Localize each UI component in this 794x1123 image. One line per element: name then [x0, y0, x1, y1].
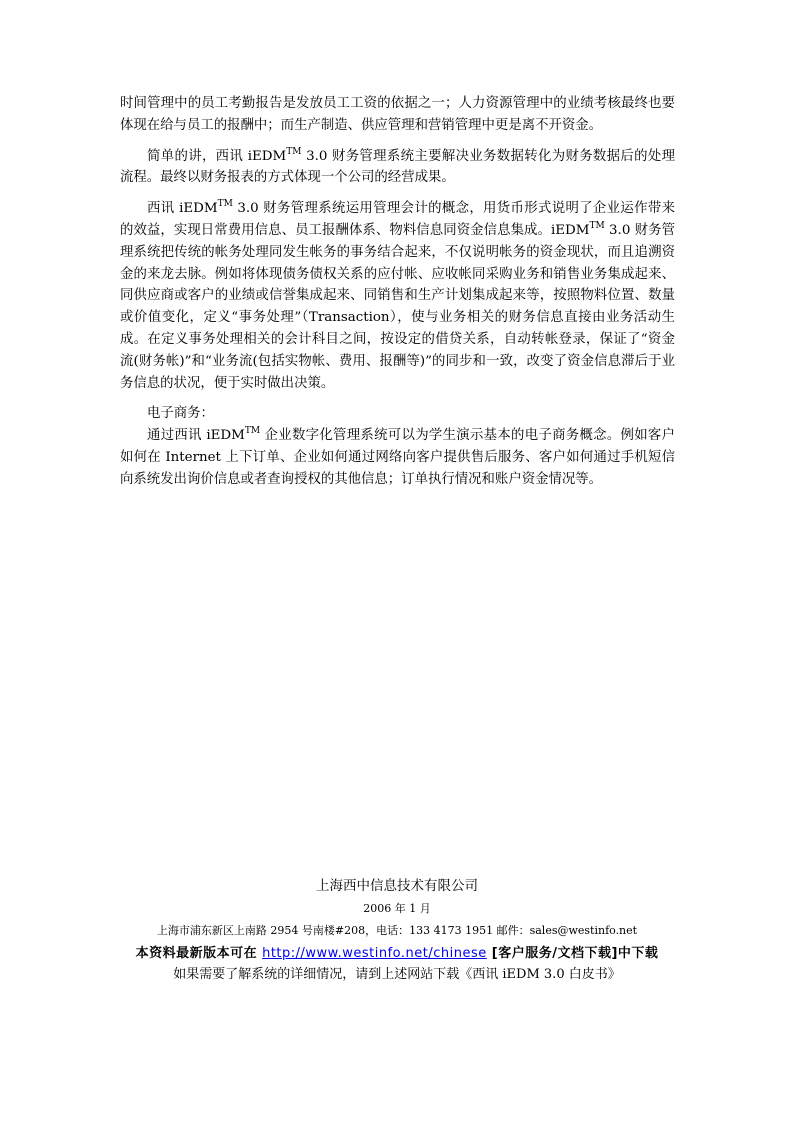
paragraph-finance-detail: [120, 198, 675, 394]
paragraph-text: 3.0 财务管理系统运用管理会计的概念，用货币形式说明了企业运作带来的效益，实现日常费用信息、员工报酬体系、物料信息同资金信息集成。iEDM: [120, 201, 675, 238]
paragraph-text: 企业数字化管理系统可以为学生演示基本的电子商务概念。例如客户如何在 Internet 上下订单、企业如何通过网络向客户提供售后服务、客户如何通过手机短信向系统发出询价信息或者查询授权的其他信息；订单执行情况和账户资金情况等。: [120, 428, 675, 487]
publish-date: 2006 年 1 月: [363, 902, 431, 915]
paragraph-text: 西讯 iEDM: [147, 201, 218, 217]
company-name: 上海西中信息技术有限公司: [316, 878, 478, 894]
contact-address: 上海市浦东新区上南路 2954 号南楼#208，电话：133 4173 1951 邮件：sales@westinfo.net: [156, 924, 638, 937]
paragraph-text: 3.0 财务管理系统主要解决业务数据转化为财务数据后的处理流程。最终以财务报表的方式体现一个公司的经营成果。: [120, 148, 675, 186]
paragraph-text: 时间管理中的员工考勤报告是发放员工工资的依据之一；人力资源管理中的业绩考核最终也要体现在给与员工的报酬中；而生产制造、供应管理和营销管理中更是离不开资金。: [120, 96, 675, 133]
trademark-superscript: TM: [244, 426, 261, 437]
paragraph-finance-summary: [120, 146, 675, 190]
document-body: [120, 93, 675, 500]
website-link[interactable]: http://www.westinfo.net/chinese: [262, 946, 487, 961]
document-footer: [0, 876, 794, 985]
paragraph-text: 通过西讯 iEDM: [147, 428, 245, 444]
paragraph-time-management: [120, 93, 675, 137]
latest-version-notice: [0, 944, 794, 964]
trademark-superscript: TM: [217, 199, 233, 210]
trademark-superscript: TM: [589, 220, 605, 231]
paragraph-text: 简单的讲，西讯 iEDM: [147, 148, 287, 164]
section-heading-ecommerce: [120, 403, 675, 425]
latest-suffix: [客户服务/文档下载]中下载: [486, 946, 659, 961]
paragraph-text: 3.0 财务管理系统把传统的帐务处理同发生帐务的事务结合起来，不仅说明帐务的资金现状，而且追溯资金的来龙去脉。例如将体现债务债权关系的应付帐、应收帐同采购业务和销售业务集成起来、同供应商或客户的业绩或信誉集成起来、同销售和生产计划集成起来等，按照物料位置、数量或价值变化，定义“事务处理”（Transaction），使与业务相关的财务信息直接由业务活动生成。在定义事务处理相关的会计科目之间，按设定的借贷关系，自动转帐登录，保证了“资金流(财务帐)”和“业务流(包括实物帐、费用、报酬等)”的同步和一致，改变了资金信息滞后于业务信息的状况，便于实时做出决策。: [120, 222, 675, 391]
trademark-superscript: TM: [286, 146, 302, 157]
whitepaper-notice: 如果需要了解系统的详细情况，请到上述网站下载《西讯 iEDM 3.0 白皮书》: [173, 967, 621, 982]
paragraph-ecommerce: [120, 425, 675, 490]
heading-text: 电子商务：: [147, 406, 214, 422]
latest-prefix: 本资料最新版本可在: [135, 946, 263, 961]
